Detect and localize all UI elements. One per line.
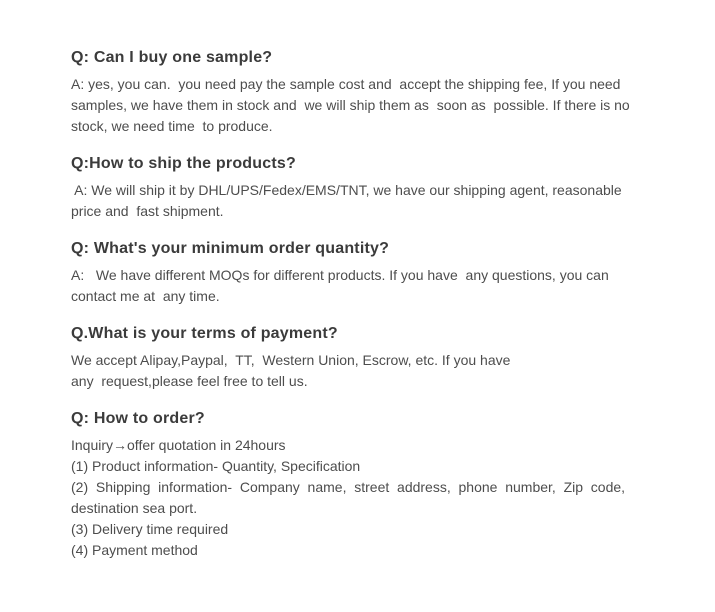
- faq-question: Q: Can I buy one sample?: [71, 49, 273, 66]
- faq-answer-line: We accept Alipay,Paypal, TT, Western Union, Escrow, etc. If you have: [71, 352, 511, 368]
- faq-answer-line: Inquiry→offer quotation in 24hours: [71, 437, 286, 453]
- faq-section: [71, 237, 636, 307]
- faq-answer-line: (2) Shipping information- Company name, street address, phone number, Zip code,: [71, 479, 626, 495]
- faq-answer: [71, 74, 636, 137]
- faq-section: [71, 152, 636, 222]
- faq-answer-line: stock, we need time to produce.: [71, 118, 273, 134]
- faq-answer-line: (1) Product information- Quantity, Specification: [71, 458, 361, 474]
- faq-question: Q.What is your terms of payment?: [71, 325, 338, 342]
- faq-answer-line: A: We will ship it by DHL/UPS/Fedex/EMS/TNT, we have our shipping agent, reasonable: [71, 182, 622, 198]
- faq-question: Q: What's your minimum order quantity?: [71, 240, 390, 257]
- faq-section: [71, 322, 636, 392]
- faq-answer-line: A: yes, you can. you need pay the sample cost and accept the shipping fee, If you need: [71, 76, 621, 92]
- faq-answer-line: any request,please feel free to tell us.: [71, 373, 308, 389]
- faq-answer: [71, 180, 636, 222]
- faq-answer-line: price and fast shipment.: [71, 203, 224, 219]
- faq-answer-line: contact me at any time.: [71, 288, 220, 304]
- faq-section: [71, 46, 636, 137]
- faq-question: Q: How to order?: [71, 410, 205, 427]
- faq-answer-line: (3) Delivery time required: [71, 521, 229, 537]
- faq-question: Q:How to ship the products?: [71, 155, 296, 172]
- faq-answer: [71, 350, 636, 392]
- faq-answer: [71, 265, 636, 307]
- faq-answer: [71, 435, 636, 561]
- faq-answer-line: samples, we have them in stock and we will ship them as soon as possible. If there is no: [71, 97, 630, 113]
- faq-answer-line: A: We have different MOQs for different products. If you have any questions, you can: [71, 267, 609, 283]
- faq-section: [71, 407, 636, 561]
- faq-answer-line: (4) Payment method: [71, 542, 198, 558]
- faq-answer-line: destination sea port.: [71, 500, 198, 516]
- faq-list: [71, 46, 636, 576]
